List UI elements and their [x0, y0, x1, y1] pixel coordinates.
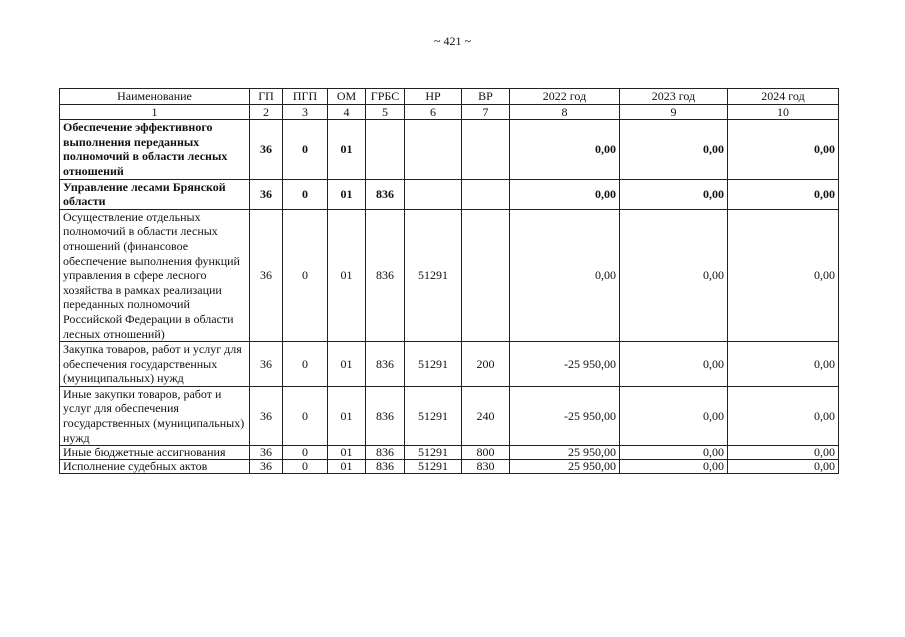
column-number: 3: [283, 104, 328, 120]
pgp-cell: 0: [283, 120, 328, 179]
amount-2022-cell: 0,00: [510, 179, 620, 209]
row-name-cell: Иные закупки товаров, работ и услуг для обеспечения государственных (муниципальных) нужд: [60, 386, 250, 445]
nr-cell: 51291: [405, 342, 462, 387]
nr-cell: 51291: [405, 446, 462, 460]
budget-table: [59, 88, 839, 474]
pgp-cell: 0: [283, 209, 328, 341]
table-row: [60, 179, 839, 209]
om-cell: 01: [328, 342, 366, 387]
grbs-cell: 836: [366, 446, 405, 460]
table-row: [60, 209, 839, 341]
amount-2023-cell: 0,00: [620, 446, 728, 460]
amount-2022-cell: 0,00: [510, 120, 620, 179]
amount-2023-cell: 0,00: [620, 179, 728, 209]
grbs-cell: 836: [366, 342, 405, 387]
table-row: [60, 342, 839, 387]
om-cell: 01: [328, 460, 366, 474]
amount-2022-cell: 25 950,00: [510, 446, 620, 460]
column-number: 10: [728, 104, 839, 120]
vr-cell: [462, 120, 510, 179]
row-name-cell: Управление лесами Брянской области: [60, 179, 250, 209]
column-number: 8: [510, 104, 620, 120]
vr-cell: [462, 209, 510, 341]
pgp-cell: 0: [283, 386, 328, 445]
amount-2023-cell: 0,00: [620, 209, 728, 341]
table-row: [60, 460, 839, 474]
amount-2024-cell: 0,00: [728, 209, 839, 341]
amount-2024-cell: 0,00: [728, 120, 839, 179]
pgp-cell: 0: [283, 179, 328, 209]
om-cell: 01: [328, 386, 366, 445]
amount-2024-cell: 0,00: [728, 386, 839, 445]
grbs-cell: [366, 120, 405, 179]
gp-cell: 36: [250, 446, 283, 460]
header-cell-nr: НР: [405, 89, 462, 105]
pgp-cell: 0: [283, 446, 328, 460]
amount-2022-cell: -25 950,00: [510, 386, 620, 445]
column-number: 5: [366, 104, 405, 120]
gp-cell: 36: [250, 386, 283, 445]
gp-cell: 36: [250, 120, 283, 179]
table-row: [60, 386, 839, 445]
amount-2024-cell: 0,00: [728, 179, 839, 209]
vr-cell: 830: [462, 460, 510, 474]
om-cell: 01: [328, 179, 366, 209]
pgp-cell: 0: [283, 460, 328, 474]
gp-cell: 36: [250, 460, 283, 474]
table-row: [60, 446, 839, 460]
header-cell-pgp: ПГП: [283, 89, 328, 105]
amount-2022-cell: 0,00: [510, 209, 620, 341]
column-number: 6: [405, 104, 462, 120]
amount-2023-cell: 0,00: [620, 460, 728, 474]
amount-2023-cell: 0,00: [620, 342, 728, 387]
table-row: [60, 120, 839, 179]
vr-cell: 800: [462, 446, 510, 460]
grbs-cell: 836: [366, 386, 405, 445]
om-cell: 01: [328, 446, 366, 460]
vr-cell: 240: [462, 386, 510, 445]
amount-2024-cell: 0,00: [728, 460, 839, 474]
header-cell-grbs: ГРБС: [366, 89, 405, 105]
header-cell-2024: 2024 год: [728, 89, 839, 105]
amount-2024-cell: 0,00: [728, 446, 839, 460]
page-number: ~ 421 ~: [434, 34, 471, 48]
row-name-cell: Закупка товаров, работ и услуг для обеспечения государственных (муниципальных) нужд: [60, 342, 250, 387]
amount-2023-cell: 0,00: [620, 386, 728, 445]
gp-cell: 36: [250, 342, 283, 387]
header-cell-gp: ГП: [250, 89, 283, 105]
vr-cell: [462, 179, 510, 209]
row-name-cell: Обеспечение эффективного выполнения переданных полномочий в области лесных отношений: [60, 120, 250, 179]
om-cell: 01: [328, 209, 366, 341]
column-number-row: [60, 104, 839, 120]
header-cell-2022: 2022 год: [510, 89, 620, 105]
nr-cell: 51291: [405, 209, 462, 341]
header-cell-name: Наименование: [60, 89, 250, 105]
grbs-cell: 836: [366, 209, 405, 341]
row-name-cell: Исполнение судебных актов: [60, 460, 250, 474]
vr-cell: 200: [462, 342, 510, 387]
header-cell-vr: ВР: [462, 89, 510, 105]
column-number: 7: [462, 104, 510, 120]
column-number: 2: [250, 104, 283, 120]
gp-cell: 36: [250, 209, 283, 341]
nr-cell: [405, 120, 462, 179]
column-number: 9: [620, 104, 728, 120]
header-cell-2023: 2023 год: [620, 89, 728, 105]
amount-2022-cell: 25 950,00: [510, 460, 620, 474]
header-row: [60, 89, 839, 105]
row-name-cell: Осуществление отдельных полномочий в области лесных отношений (финансовое обеспечение выполнения функций управления в сфере лесного хозяйства в рамках реализации переданных полномочий Российской Федерации в области лесных отношений): [60, 209, 250, 341]
amount-2022-cell: -25 950,00: [510, 342, 620, 387]
row-name-cell: Иные бюджетные ассигнования: [60, 446, 250, 460]
nr-cell: 51291: [405, 460, 462, 474]
amount-2023-cell: 0,00: [620, 120, 728, 179]
header-cell-om: ОМ: [328, 89, 366, 105]
grbs-cell: 836: [366, 179, 405, 209]
nr-cell: [405, 179, 462, 209]
grbs-cell: 836: [366, 460, 405, 474]
om-cell: 01: [328, 120, 366, 179]
nr-cell: 51291: [405, 386, 462, 445]
column-number: 4: [328, 104, 366, 120]
pgp-cell: 0: [283, 342, 328, 387]
column-number: 1: [60, 104, 250, 120]
gp-cell: 36: [250, 179, 283, 209]
amount-2024-cell: 0,00: [728, 342, 839, 387]
